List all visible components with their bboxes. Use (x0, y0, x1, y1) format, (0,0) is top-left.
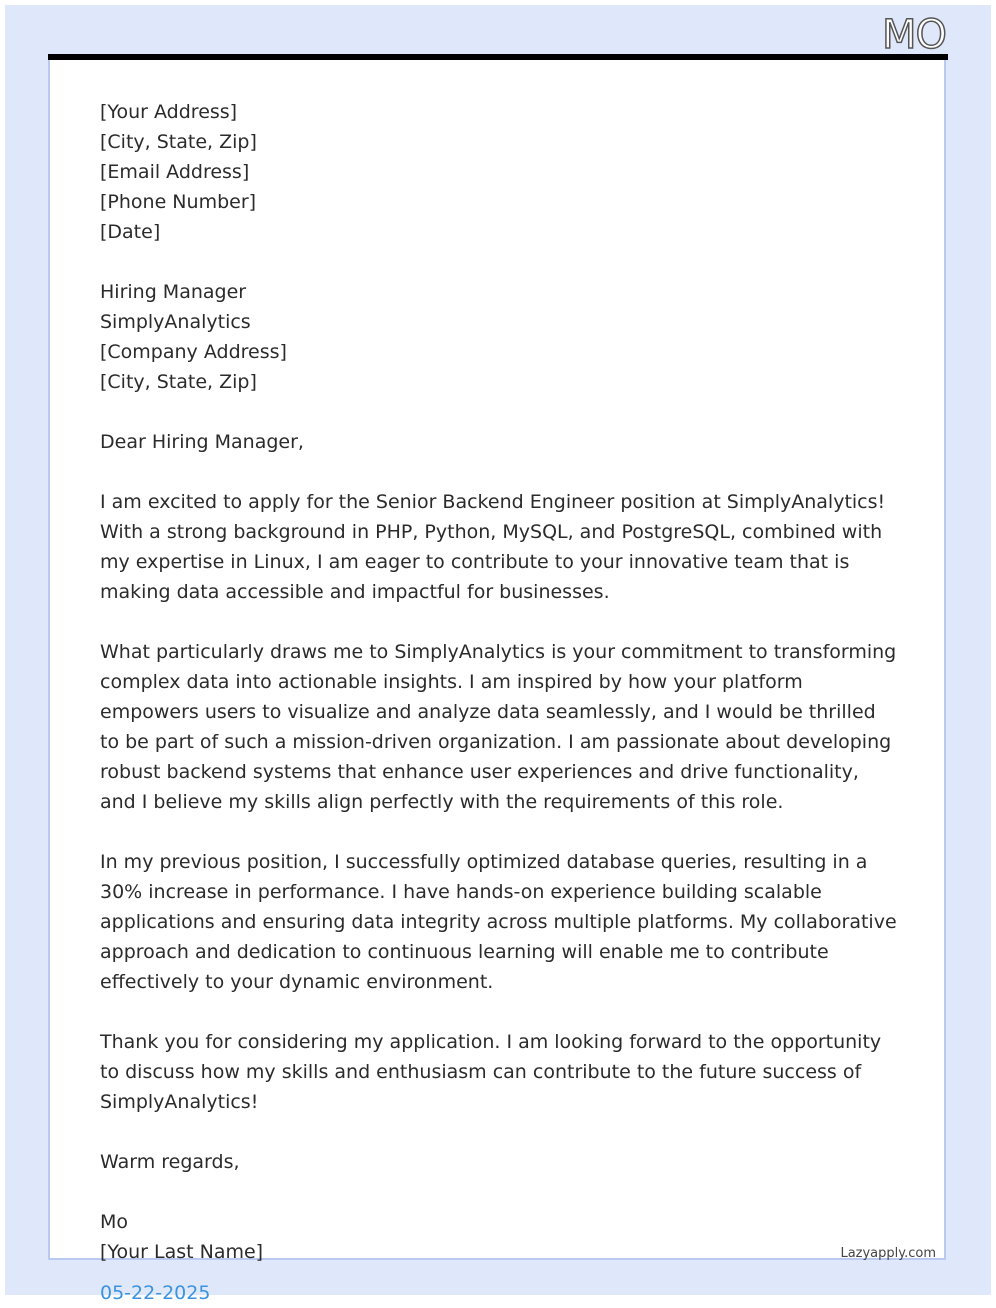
monogram: MO (882, 12, 946, 58)
signature-first-name: Mo (100, 1211, 129, 1233)
closing: Warm regards, (100, 1151, 240, 1173)
cover-letter-body (100, 97, 900, 1267)
recipient-name: Hiring Manager (100, 281, 247, 303)
sender-date: [Date] (100, 221, 161, 243)
spacer (100, 997, 900, 1027)
signature-last-name: [Your Last Name] (100, 1241, 264, 1263)
header-rule (48, 54, 948, 60)
sender-city-state-zip: [City, State, Zip] (100, 131, 257, 153)
footer-date: 05-22-2025 (100, 1282, 211, 1304)
spacer (100, 397, 900, 427)
body-paragraph: In my previous position, I successfully optimized database queries, resulting in a 30% increase in performance. I have hands-on experience building scalable applications and ensuring data integrity across multiple platforms. My collaborative approach and dedication to continuous learning will enable me to contribute effectively to your dynamic environment. (100, 851, 897, 993)
body-paragraph: What particularly draws me to SimplyAnalytics is your commitment to transforming complex data into actionable insights. I am inspired by how your platform empowers users to visualize and analyze data seamlessly, and I would be thrilled to be part of such a mission-driven organization. I am passionate about developing robust backend systems that enhance user experiences and drive functionality, and I believe my skills align perfectly with the requirements of this role. (100, 641, 897, 813)
body-paragraph: Thank you for considering my application. I am looking forward to the opportunity to discuss how my skills and enthusiasm can contribute to the future success of SimplyAnalytics! (100, 1031, 882, 1113)
sender-address: [Your Address] (100, 101, 238, 123)
signature-block (100, 1207, 900, 1267)
sender-email: [Email Address] (100, 161, 250, 183)
recipient-address: [Company Address] (100, 341, 287, 363)
spacer (100, 607, 900, 637)
spacer (100, 1117, 900, 1147)
spacer (100, 817, 900, 847)
sender-block (100, 97, 900, 247)
recipient-company: SimplyAnalytics (100, 311, 251, 333)
sender-phone: [Phone Number] (100, 191, 257, 213)
recipient-block (100, 277, 900, 397)
spacer (100, 247, 900, 277)
recipient-city-state-zip: [City, State, Zip] (100, 371, 257, 393)
body-paragraph: I am excited to apply for the Senior Backend Engineer position at SimplyAnalytics! With a strong background in PHP, Python, MySQL, and PostgreSQL, combined with my expertise in Linux, I am eager to contribute to your innovative team that is making data accessible and impactful for businesses. (100, 491, 886, 603)
salutation: Dear Hiring Manager, (100, 431, 304, 453)
spacer (100, 1177, 900, 1207)
watermark-text: Lazyapply.com (840, 1246, 936, 1261)
spacer (100, 457, 900, 487)
